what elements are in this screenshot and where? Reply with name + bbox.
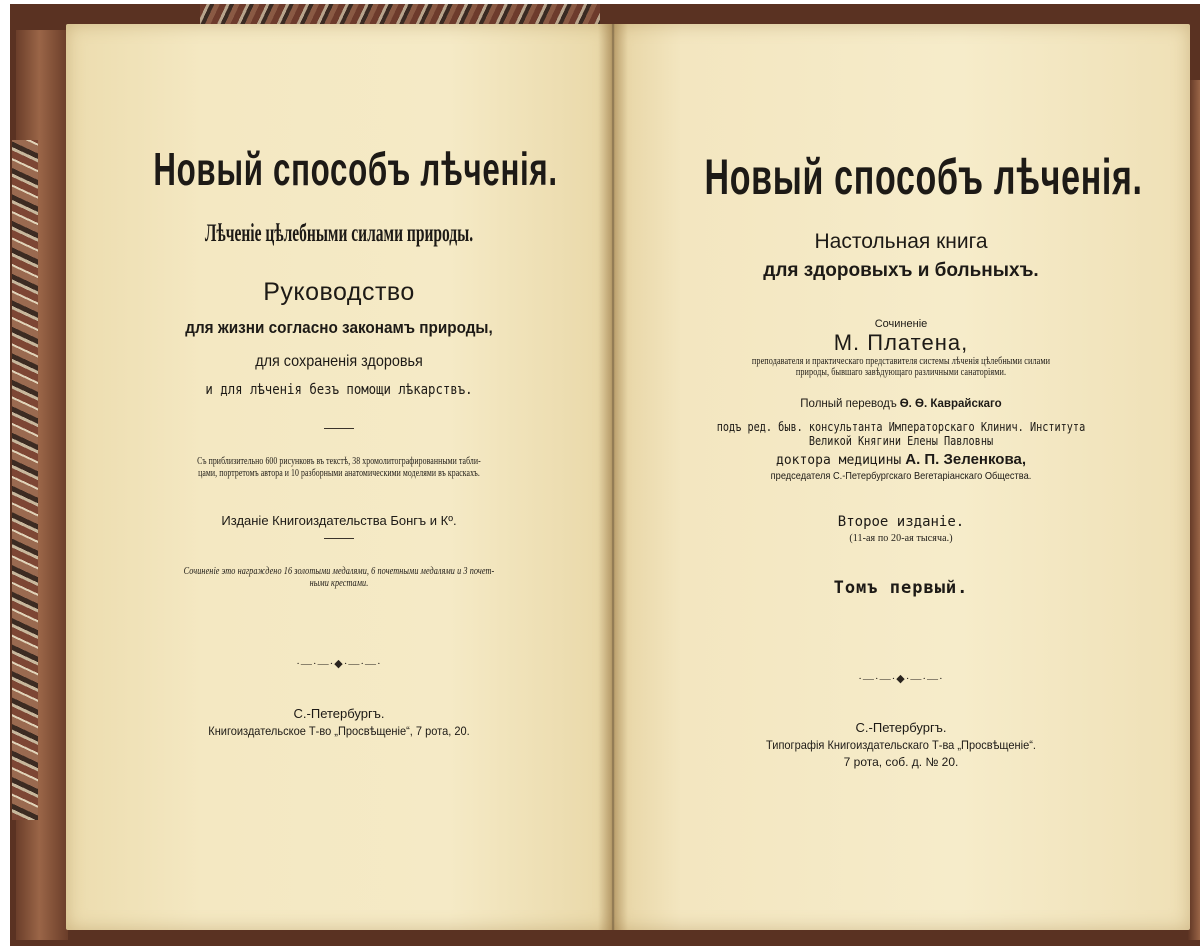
ornament-rule: ·—·—·◆·—·—·: [858, 673, 944, 685]
right-city: С.-Петербургъ.: [855, 720, 947, 735]
guide-line-2: для сохраненія здоровья: [255, 353, 423, 370]
translation-line: [612, 398, 1190, 410]
guide-heading: Руководство: [263, 278, 415, 306]
translation-prefix: Полный переводъ: [800, 398, 897, 410]
left-title: Новый способъ лѣченія.: [153, 143, 558, 195]
printer-line: Типографія Книгоиздательскаго Т-ва „Просвѣщеніе“.: [766, 738, 1036, 752]
author-desc-1: преподавателя и практическаго представителя системы лѣченія цѣлебными силами: [751, 356, 1051, 367]
left-page-text: [66, 0, 612, 950]
doctor-desc: председателя С.-Петербургскаго Вегетаріанскаго Общества.: [770, 470, 1032, 482]
author-name: М. Платена,: [833, 330, 969, 355]
editor-line-2: Великой Княгини Елены Павловны: [808, 434, 994, 448]
edition-note: (11-ая по 20-ая тысяча.): [849, 533, 953, 544]
volume-line: Томъ первый.: [833, 578, 969, 598]
right-subtitle-1: Настольная книга: [814, 230, 988, 253]
awards-line-2: ными крестами.: [309, 578, 369, 589]
illustrations-line-2: цами, портретомъ автора и 10 разборными анатомическими моделями въ краскахъ.: [198, 468, 480, 479]
translator-name: Ѳ. Ѳ. Каврайскаго: [899, 398, 1002, 410]
left-city: С.-Петербургъ.: [293, 706, 385, 721]
illustrations-line-1: Съ приблизительно 600 рисунковъ въ текстѣ, 38 хромолитографированными табли-: [197, 456, 481, 467]
address-line: 7 рота, соб. д. № 20.: [843, 755, 959, 769]
awards-line-1: Сочиненіе это награждено 16 золотыми медалями, 6 почетными медалями и 3 почет-: [183, 566, 495, 577]
divider: [324, 428, 354, 429]
divider: [324, 538, 354, 539]
guide-line-3: и для лѣченія безъ помощи лѣкарствъ.: [205, 382, 473, 398]
doctor-name: А. П. Зеленкова,: [905, 451, 1026, 468]
doctor-line: [612, 451, 1190, 469]
edition-line: Второе изданіе.: [837, 514, 965, 530]
author-desc-2: природы, бывшаго завѣдующаго различными санаторіями.: [795, 367, 1007, 378]
right-subtitle-2: для здоровыхъ и больныхъ.: [763, 260, 1039, 281]
right-page-text: [612, 0, 1190, 950]
doctor-prefix: доктора медицины: [776, 453, 902, 468]
editor-line-1: подъ ред. быв. консультанта Императорскаго Клинич. Института: [716, 420, 1086, 434]
left-subtitle: Лѣченіе цѣлебными силами природы.: [204, 220, 474, 247]
work-label: Сочиненіе: [874, 318, 928, 330]
marbled-edge-left: [12, 140, 38, 820]
publisher-line: Изданіе Книгоиздательства Бонгъ и Кº.: [221, 513, 457, 528]
ornament-rule: ·—·—·◆·—·—·: [296, 658, 382, 670]
guide-line-1: для жизни согласно законамъ природы,: [185, 318, 493, 337]
right-title: Новый способъ лѣченія.: [704, 149, 1143, 205]
left-imprint: Книгоиздательское Т-во „Просвѣщеніе“, 7 рота, 20.: [208, 724, 470, 738]
